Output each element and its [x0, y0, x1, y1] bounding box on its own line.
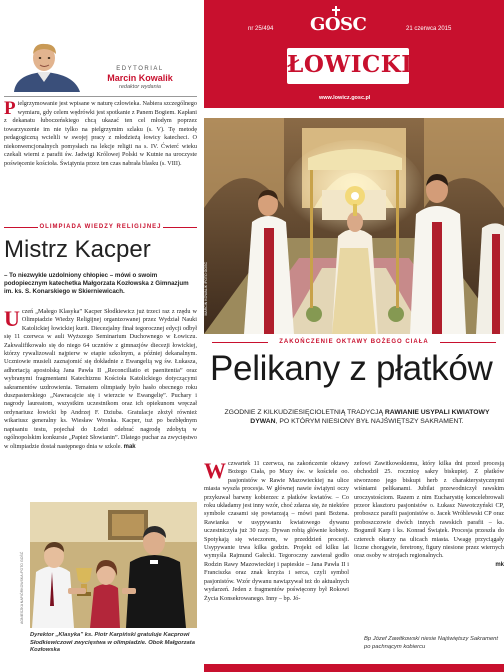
masthead-url[interactable]: www.lowicz.gosc.pl — [319, 95, 371, 101]
edition-title: ŁOWICKI — [287, 51, 413, 78]
footer-bar — [204, 664, 504, 672]
editorial-text — [4, 100, 197, 168]
editorial-header — [86, 66, 194, 90]
article-title-olympiad: Mistrz Kacper — [4, 236, 151, 263]
edition-box — [287, 48, 413, 84]
deck-text-end: , PO KTÓRYM NIESIONY BYŁ NAJŚWIĘTSZY SAKRAMENT. — [275, 418, 464, 425]
editor-portrait — [4, 40, 90, 92]
editorial-body: ielgrzymowanie jest wpisane w naturę człowieka. Nabiera szczególnego wymiaru, gdy celem wędrówki jest spotkanie z Panem Bogiem. Kapłani z dekanatu łuboczeńskiego chcą ukazać ten cel młodym poprzez towarzyszenie im nie tylko na pielgrzymim szlaku (s. V). Tę metodę pedagogiczną wcielili w swojej pracy z młodzieżą łowicy katecheci. O niekonwencjonalnych pomysłach na lekcje religii na s. IV. Ćwierć wieku czekali wierni z parafii św. Jadwigi Królowej Polski w Kutnie na uroczyste poświęcenie kościoła. Świątynia przez ten czas nabrała blasku (s. VIII). — [4, 100, 197, 167]
editorial-dropcap: P — [4, 98, 16, 119]
left-column — [0, 0, 201, 672]
feature-headline: Pelikany z płatków — [210, 349, 493, 388]
feature-kicker: ZAKOŃCZENIE OKTAWY BOŻEGO CIAŁA — [279, 339, 429, 345]
olympiad-signature: mak — [123, 443, 136, 450]
section-label-olympiad: OLIMPIADA WIEDZY RELIGIJNEJ — [39, 224, 162, 230]
right-column — [204, 0, 504, 672]
feature-photo-caption: Bp Józef Zawitkowski niesie Najświętszy Sakrament po pachnącym kobiercu — [364, 636, 499, 650]
issue-number: nr 25/494 — [248, 26, 274, 32]
feature-signature: mk — [495, 561, 504, 568]
olympiad-dropcap: U — [4, 306, 20, 331]
feature-deck — [218, 408, 496, 426]
award-photo — [30, 502, 197, 628]
feature-column-b — [354, 460, 504, 569]
masthead — [204, 0, 504, 108]
photo-credit-small: AGNIESZKA NAPIÓRKOWSKA /FOTO GOŚĆ — [20, 551, 24, 624]
brand-logo: GOSC — [310, 14, 367, 35]
article-body-olympiad — [4, 308, 197, 451]
feature-dropcap: W — [204, 458, 226, 483]
feature-column-a-text: czwartek 11 czerwca, na zakończenie oktawy Bożego Ciała, po Mszy św. w kościele oo. pasjonistów w Rawie Mazowieckiej na ulice miasta wyszła procesja. W głównej nawie świątyni oczy przykuwał barwny kobierzec z płatków kwiatów. – Co roku układamy jest inny wzór, choć zdarza się, że niektóre symbole czasami się powtarzają – mówi pani Bożena. Rawianka w usypywaniu kwiatowego dywanu uczestniczyła już 30 razy. Dywan robią głównie kobiety. Spotykają się wieczorem, w przeddzień procesji. Usypywanie trwa kilka godzin. Projekt od kilku lat wymyśla Rajmund Gałecki. Tegoroczny zawierał godło Rodzin Rawy Mazowieckiej i papieskie – Jana Pawła II i Franciszka oraz znak krzyża i serca, czyli symbol pasjonistów. Wzór dywanu nawiązywał też do aktualnych wydarzeń. Jeden z fragmentów poświęcony był Rokowi Życia Konsekrowanego. Inny – bp. Jó- — [204, 460, 349, 602]
procession-photo — [204, 118, 504, 334]
olympiad-body-text: czeń „Małego Klasyka” Kacper Słodkiewicz już trzeci raz z rzędu w Olimpiadzie Wiedzy Religijnej organizowanej przez Wydział Nauki Katolickiej łowickiej kurii. Diecezjalny finał tegorocznej edycji odbył się 11 czerwca w auli Wyższego Seminarium Duchownego w Łowiczu. Zakwalifikowało się do niego 64 uczniów z gimnazjów diecezji łowickiej, którzy rywalizowali najpierw w etapie szkolnym, a później dekanalnym. Uczniowie musieli zaznajomić się dokładnie z Ewangelią wg św. Łukasza, adhortacją apostolską Jana Pawła II „Reconciliatio et paenitentia” oraz wybranymi fragmentami Katechizmu Kościoła Katolickiego dotyczącymi sakramentów uzdrowienia. Tematem olimpiady było hasło obecnego roku duszpasterskiego „Nawracajcie się i wierzcie w Ewangelię”. Puchary i nagrody laureatom, wszystkim uczestnikom oraz ich opiekunom wręczał ordynariusz łowicki bp Andrzej F. Dziuba. Gratulacje złożył również wikariusz generalny ks. Wiesław Wronka. Kacper, tuż po bezbłędnym napisaniu testu, pojechał do Łodzi odebrać nagrodę zdobytą w ogólnopolskim konkursie „Papież Słowianin”. Dlatego puchar za zwycięstwo w olimpiadzie dostał następnego dnia w szkole. — [4, 308, 197, 450]
issue-date: 21 czerwca 2015 — [406, 26, 452, 32]
article-lead-olympiad: – To niezwykle uzdolniony chłopiec – mówi o swoim podopiecznym katechetka Małgorzata Kozłowska z Gimnazjum im. ks. S. Konarskiego w Skierniewicach. — [4, 272, 189, 295]
photo-credit-main: MARCIN KOWALIK /FOTO GOŚĆ — [204, 262, 208, 316]
editorial-role: redaktor wydania — [119, 84, 161, 90]
section-rule-right — [163, 227, 197, 228]
feature-column-b-text: zefowi Zawitkowskiemu, który kilka dni przed procesją obchodził 25. rocznicę sakry biskupiej. Z płatków stworzono jego biskupi herb z charakterystycznymi wiśniami pelikanami. Jubilat przewodniczył rawskim uroczystościom. Razem z nim Eucharystię koncelebrowali przeor klasztoru pasjonistów o. Łukasz Nawotczyński CP, proboszcz parafii pasjonistów o. Jacek Wróblewski CP oraz proboszczowie dwóch innych rawskich parafii – ks. Bogumił Karp i ks. Konrad Świątek. Procesja przeszła do czterech ołtarzy na ulicach miasta. Uwagę przyciągały liczne chorągwie, feretrony, figury niesione przez wiernych oraz osoby w strojach regionalnych. — [354, 460, 504, 560]
kicker-rule-right — [440, 342, 496, 343]
feature-column-a — [204, 460, 349, 603]
divider — [4, 96, 197, 97]
editorial-author: Marcin Kowalik — [107, 73, 173, 83]
editorial-kicker: EDYTORIAL — [116, 66, 164, 72]
deck-text-bold: RAWIANIE USYPALI KWIATOWY DYWAN — [250, 409, 490, 425]
deck-text-start: ZGODNIE Z KILKUDZIESIĘCIOLETNIĄ TRADYCJĄ — [224, 409, 385, 416]
photo-caption-small: Dyrektor „Klasyka” ks. Piotr Karpiński gratuluje Kacprowi Słodkiewiczowi zwycięstwa w olimpiadzie. Obok Małgorzata Kozłowska — [30, 632, 195, 653]
